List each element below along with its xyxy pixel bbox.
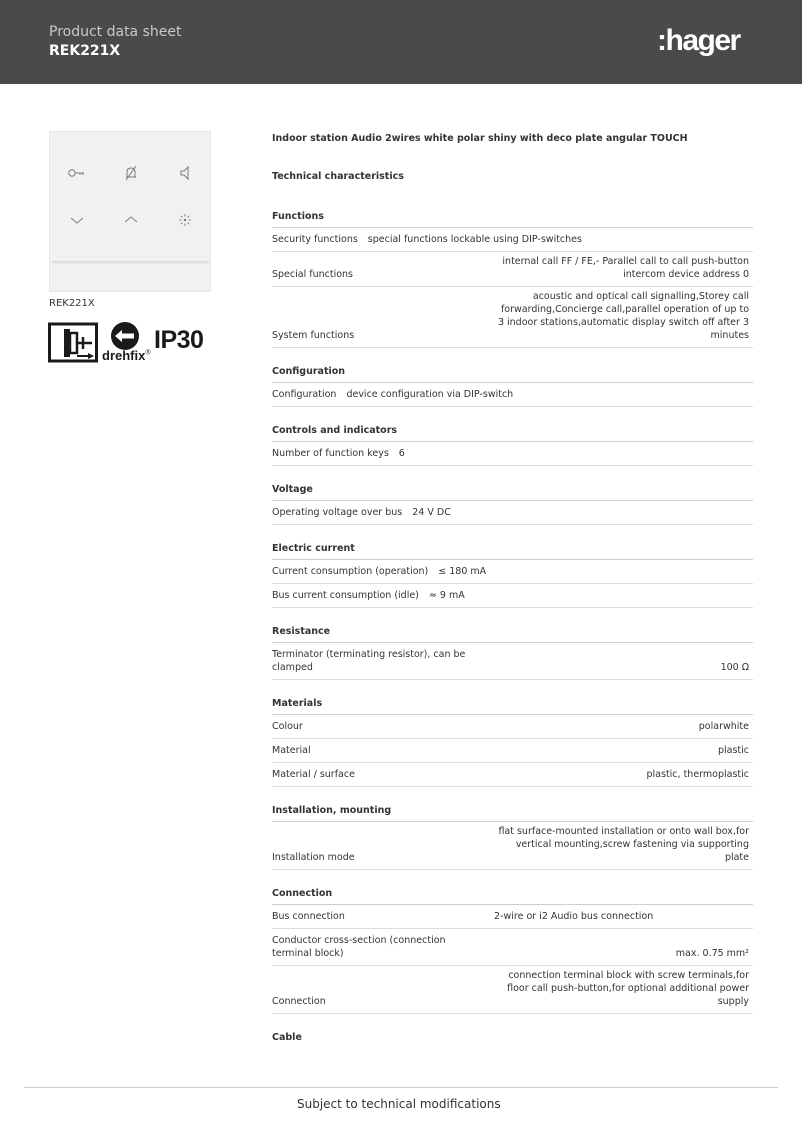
spec-label: System functions [272, 330, 355, 341]
spec-sections [272, 211, 753, 1048]
section-materials [272, 698, 753, 787]
spec-value-line: supply [717, 996, 749, 1007]
spec-row [272, 287, 753, 348]
spec-row [272, 383, 753, 407]
section-functions [272, 211, 753, 348]
spec-label: Terminator (terminating resistor), can be clamped [272, 649, 466, 673]
light-icon [175, 210, 195, 230]
spec-label: Conductor cross-section (connection terminal block) [272, 935, 446, 959]
spec-row [272, 763, 753, 787]
document-title: Indoor station Audio 2wires white polar shiny with deco plate angular TOUCH [272, 133, 688, 144]
product-image [49, 131, 211, 292]
spec-value-line: forwarding,Concierge call,parallel operation of up to [500, 304, 749, 315]
registered-mark: ® [145, 349, 151, 357]
spec-value: ≈ 9 mA [428, 590, 465, 601]
section-title: Functions [272, 211, 753, 228]
section-connection [272, 888, 753, 1014]
spec-row [272, 966, 753, 1014]
drehfix-label [102, 348, 151, 363]
spec-value-line: max. 0.75 mm² [675, 948, 749, 959]
spec-value-line: floor call push-button,for optional additional power [507, 983, 749, 994]
spec-label: Colour [272, 721, 303, 732]
spec-value-line: plastic [717, 745, 749, 756]
product-caption: REK221X [49, 298, 95, 309]
speaker-icon [175, 163, 195, 183]
chevron-down-icon [67, 210, 87, 230]
spec-label: Security functions [272, 234, 358, 245]
spec-value: device configuration via DIP-switch [346, 389, 514, 400]
footer-text: Subject to technical modifications [297, 1097, 501, 1111]
section-cable [272, 1032, 753, 1048]
spec-value [699, 720, 749, 733]
key-icon [67, 163, 87, 183]
spec-value-line: acoustic and optical call signalling,Storey call [532, 291, 749, 302]
spec-value [718, 744, 749, 757]
spec-row [272, 252, 753, 287]
page-header [0, 0, 802, 84]
section-title: Installation, mounting [272, 805, 753, 822]
spec-value [721, 661, 749, 674]
spec-value: 6 [398, 448, 405, 459]
spec-label: Special functions [272, 269, 354, 280]
spec-row [272, 739, 753, 763]
ip-rating-badge: IP30 [154, 326, 204, 354]
spec-label: Installation mode [272, 852, 355, 863]
header-title: REK221X [49, 43, 121, 59]
spec-row [272, 643, 753, 680]
spec-value-line: 3 indoor stations,automatic display switch off after 3 [497, 317, 749, 328]
spec-value [498, 290, 749, 342]
spec-label: Connection [272, 996, 326, 1007]
spec-value [502, 255, 749, 281]
section-installation-mounting [272, 805, 753, 870]
section-controls-and-indicators [272, 425, 753, 466]
spec-row [272, 715, 753, 739]
section-electric-current [272, 543, 753, 608]
spec-label: Bus current consumption (idle) [272, 590, 419, 601]
chevron-up-icon [121, 210, 141, 230]
logo-text: :hager [657, 24, 740, 57]
section-title: Materials [272, 698, 753, 715]
footer-divider [24, 1087, 778, 1088]
spec-value [647, 768, 750, 781]
drehfix-icon [111, 322, 139, 350]
spec-value: ≤ 180 mA [438, 566, 487, 577]
bell-off-icon [121, 163, 141, 183]
spec-label: Configuration [272, 389, 337, 400]
spec-row [272, 905, 753, 929]
spec-row [272, 501, 753, 525]
specification-content [272, 132, 753, 1048]
section-title: Resistance [272, 626, 753, 643]
spec-value-line: connection terminal block with screw terminals,for [508, 970, 749, 981]
spec-value: 2-wire or i2 Audio bus connection [494, 911, 654, 922]
section-configuration [272, 366, 753, 407]
surface-mount-icon [50, 324, 97, 361]
section-resistance [272, 626, 753, 680]
spec-value-line: flat surface-mounted installation or onto wall box,for [498, 826, 749, 837]
section-title: Cable [272, 1032, 302, 1043]
plate-edge [52, 261, 209, 265]
spec-value [507, 969, 749, 1008]
section-title: Configuration [272, 366, 753, 383]
spec-row [272, 560, 753, 584]
section-title: Electric current [272, 543, 753, 560]
spec-row [272, 442, 753, 466]
spec-value: 24 V DC [412, 507, 451, 518]
spec-value [676, 947, 749, 960]
spec-value-line: plate [724, 852, 749, 863]
header-subtitle: Product data sheet [49, 24, 182, 40]
spec-value-line: minutes [710, 330, 749, 341]
spec-row [272, 584, 753, 608]
spec-label: Operating voltage over bus [272, 507, 403, 518]
spec-label: Material [272, 745, 311, 756]
spec-label: Material / surface [272, 769, 355, 780]
spec-label: Bus connection [272, 911, 345, 922]
spec-row [272, 822, 753, 870]
spec-value-line: polarwhite [698, 721, 749, 732]
technical-characteristics-title: Technical characteristics [272, 171, 404, 182]
section-title: Voltage [272, 484, 753, 501]
spec-value: special functions lockable using DIP-switches [367, 234, 582, 245]
section-title: Controls and indicators [272, 425, 753, 442]
spec-row [272, 929, 753, 966]
spec-value [498, 825, 749, 864]
spec-label: Current consumption (operation) [272, 566, 429, 577]
drehfix-text: drehfix [102, 348, 146, 363]
spec-value-line: plastic, thermoplastic [646, 769, 749, 780]
section-voltage [272, 484, 753, 525]
spec-row [272, 228, 753, 252]
spec-value-line: 100 Ω [720, 662, 749, 673]
spec-value-line: vertical mounting,screw fastening via supporting [515, 839, 749, 850]
spec-value-line: internal call FF / FE,- Parallel call to call push-button [502, 256, 749, 267]
spec-value-line: intercom device address 0 [623, 269, 749, 280]
spec-label: Number of function keys [272, 448, 389, 459]
hager-logo [657, 23, 755, 59]
section-title: Connection [272, 888, 753, 905]
